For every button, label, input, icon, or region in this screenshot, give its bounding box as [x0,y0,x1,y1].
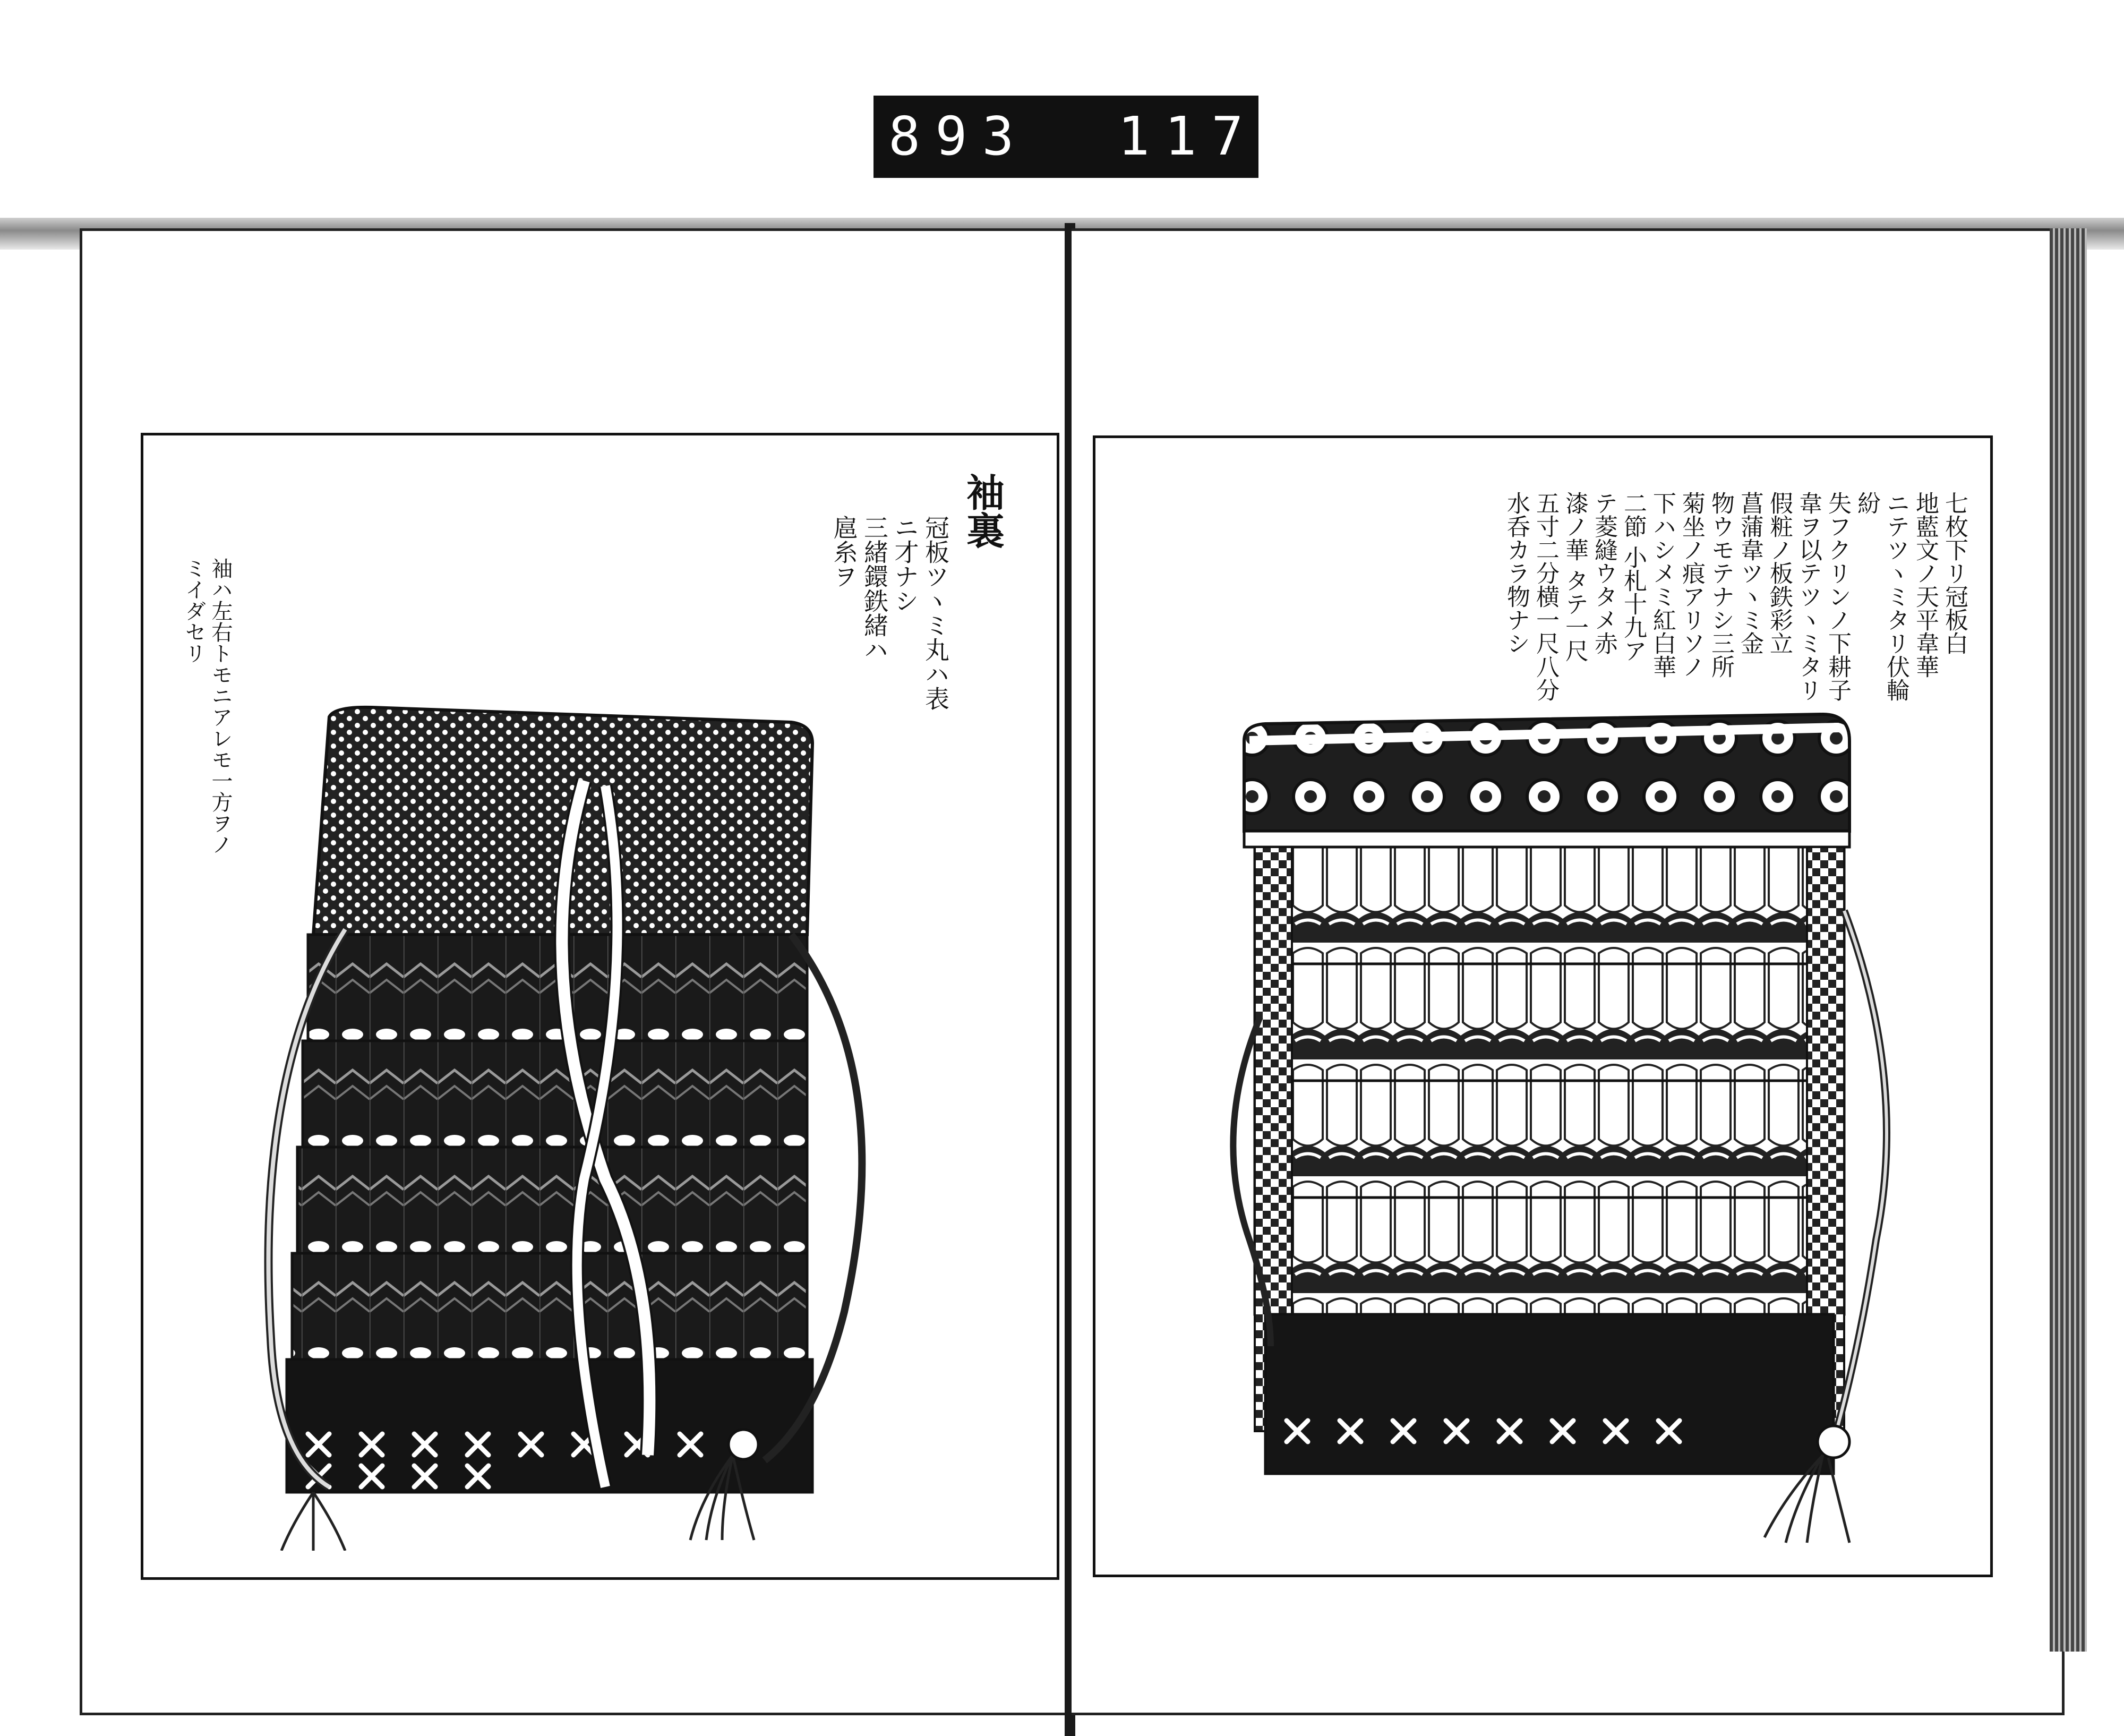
right-description-line: 菊坐ノ痕アリソノ [1678,491,1705,678]
right-description [1502,491,1969,720]
sode-front-illustration [1223,709,1913,1559]
right-description-line: 五寸二分横一尺八分 [1532,491,1559,702]
right-description-line: 菖蒲韋ツヽミ金 [1736,491,1763,655]
right-description-line: ニテツヽミタリ伏輪紛 [1853,491,1909,702]
right-description-line: 七枚下リ冠板白 [1941,491,1968,655]
right-description-line: 二節 小札十九ア [1620,491,1647,662]
catalog-label [873,96,1305,178]
right-description-line: 水呑カラ物ナシ [1503,491,1530,655]
left-description-line: 冠板ツヽミ丸ハ表 [921,515,950,711]
left-page [80,228,1068,1715]
right-description-line: 漆ノ華 タテ一尺 [1561,491,1588,662]
left-illustration-frame [141,433,1059,1580]
left-description-line: 扈糸ヲ [829,515,859,588]
page-stack-edge [2050,228,2087,1652]
right-description-line: 物ウモテナシ三所 [1707,491,1734,678]
left-description-line: 三緒鐶鉄緒ハ [860,515,889,662]
right-description-line: 韋ヲ以テツヽミタリ [1795,491,1822,702]
right-description-line: テ菱縫ウタメ赤 [1590,491,1617,655]
left-title: 袖裏 [960,473,1005,549]
right-illustration-frame [1093,435,1993,1577]
right-description-line: 假粧ノ板鉄彩立 [1766,491,1793,655]
sode-back-illustration [234,701,913,1551]
right-description-line: 下ハシメミ紅白華 [1649,491,1676,678]
right-page [1072,228,2065,1715]
right-description-line: 失フクリンノ下耕子 [1824,491,1851,702]
catalog-number-right: 117. [1118,105,1305,167]
left-side-note-line: ミイダセリ [182,558,206,664]
left-description-line: ニ才ナシ [890,515,920,613]
catalog-number-left: 893 [888,105,1029,167]
right-description-line: 地藍文ノ天平韋華 [1912,491,1939,678]
left-side-note [181,558,234,1036]
left-side-note-line: 袖ハ左右トモニアレモ一方ヲノ [208,558,233,855]
